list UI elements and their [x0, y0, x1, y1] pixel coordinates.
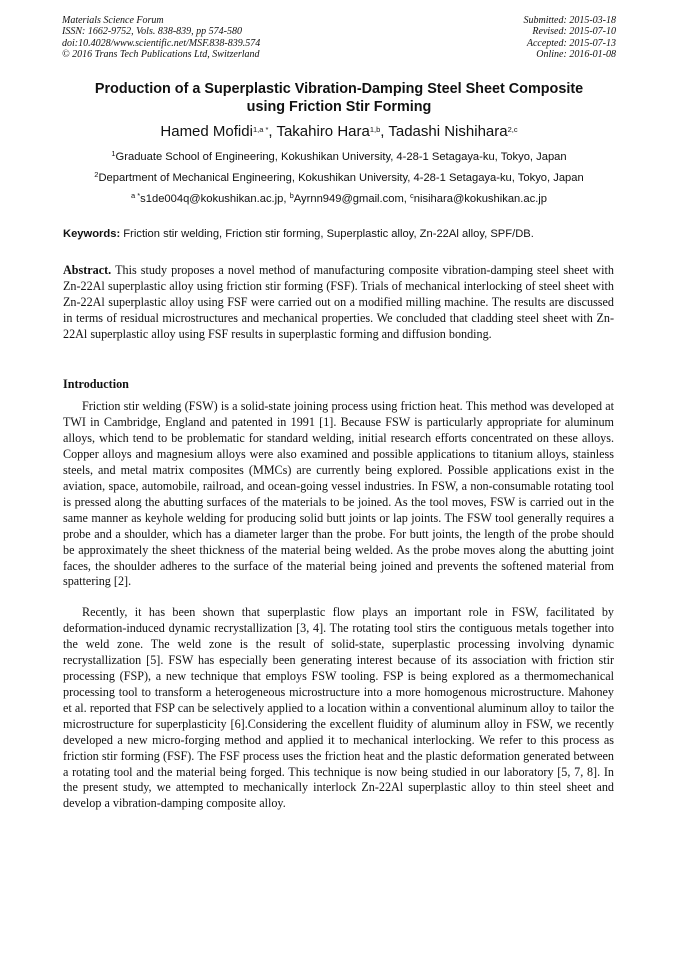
email-mark: b	[289, 191, 294, 200]
date-revised: Revised: 2015-07-10	[532, 26, 616, 38]
paper-title	[40, 80, 638, 116]
affiliation-text: Department of Mechanical Engineering, Kokushikan University, 4-28-1 Setagaya-ku, Tokyo, Japan	[98, 172, 584, 184]
author-mark: 1,a *	[252, 125, 269, 134]
author-name: Tadashi Nishihara	[388, 123, 508, 140]
email-address: s1de004q@kokushikan.ac.jp	[140, 193, 284, 205]
author-separator: ,	[268, 123, 277, 140]
affiliation-2	[30, 171, 648, 186]
affiliation-text: Graduate School of Engineering, Kokushikan University, 4-28-1 Setagaya-ku, Tokyo, Japan	[115, 151, 567, 163]
journal-doi: doi:10.4028/www.scientific.net/MSF.838-839.574	[62, 37, 261, 49]
keywords	[63, 227, 623, 242]
affiliation-mark: 2	[94, 170, 99, 179]
introduction-paragraph-1: Friction stir welding (FSW) is a solid-state joining process using friction heat. This method was developed at TWI in Cambridge, England and patented in 1991 [1]. Because FSW is particularly appropriate for aluminum alloys, which tend to be problematic for standard welding, initial research efforts concentrated on these alloys. Copper alloys and magnesium alloys were also examined and possible applications to titanium alloys, stainless steels, and metal matrix composites (MMCs) are currently being explored. Possible applications exist in the aviation, space, automobile, railroad, and ocean-going vessel industries. In FSW, a non-consumable rotating tool is pressed along the abutting surfaces of the materials to be joined. As the tool moves, FSW is carried out in the same manner as keyhole welding for producing solid butt joints or lap joints. The FSW tool generally requires a probe and a shoulder, which has a diameter larger than the probe. For butt joints, the length of the probe should be approximately the sheet thickness of the material being welded. As the probe moves along the abutting joint faces, the shoulder adheres to the surface of the material being joined and prevents the softened material from spattering [2].	[63, 399, 614, 589]
abstract	[63, 263, 614, 343]
date-accepted: Accepted: 2015-07-13	[526, 37, 616, 49]
keywords-text: Friction stir welding, Friction stir forming, Superplastic alloy, Zn-22Al alloy, SPF/DB.	[120, 228, 534, 240]
email-address: Ayrnn949@gmail.com	[293, 193, 404, 205]
introduction-paragraph-2: Recently, it has been shown that superplastic flow plays an important role in FSW, facilitated by deformation-induced dynamic recrystallization [3, 4]. The rotating tool stirs the contiguous metals together into the weld zone. The weld zone is the result of solid-state, superplastic processing involving dynamic recrystallization [5]. FSW has especially been generating interest because of its association with friction stir processing (FSP), a new technique that employs FSW tooling. FSP is being explored as a thermomechanical processing tool to transform a heterogeneous microstructure into a more homogenous microstructure. Mahoney et al. reported that FSP can be selectively applied to a location within a conventional aluminum alloy to tailor the microstructure for superplasticity [6].Considering the excellent fluidity of aluminum alloy in FSW, we recently developed a new micro-forging method and applied it to mechanical interlocking. We refer to this process as friction stir forming (FSF). The FSF process uses the friction heat and the plastic deformation generated between a rotating tool and the material being forged. This technique is now being studied in our laboratory [5, 7, 8]. In the present study, we attempted to mechanically interlock Zn-22Al superplastic alloy to thin steel sheet and develop a vibration-damping composite alloy.	[63, 605, 614, 811]
email-address: nisihara@kokushikan.ac.jp	[413, 193, 548, 205]
affiliation-1	[30, 150, 648, 165]
journal-copyright: © 2016 Trans Tech Publications Ltd, Switzerland	[62, 49, 260, 61]
email-mark: a *	[130, 191, 141, 200]
author-separator: ,	[380, 123, 389, 140]
email-mark: c	[410, 191, 414, 200]
email-separator: ,	[403, 193, 411, 205]
journal-info	[62, 15, 260, 61]
journal-name: Materials Science Forum	[62, 15, 164, 26]
abstract-label: Abstract.	[63, 263, 112, 277]
author-emails	[30, 192, 648, 207]
author-name: Takahiro Hara	[276, 123, 370, 140]
section-heading-introduction: Introduction	[63, 377, 129, 391]
title-line-2: using Friction Stir Forming	[246, 99, 432, 115]
abstract-text: This study proposes a novel method of manufacturing composite vibration-damping steel sheet with Zn-22Al superplastic alloy using friction stir forming (FSF). Trials of mechanical interlocking of steel sheet with Zn-22Al superplastic alloy using FSF were carried out on a modified milling machine. The results are discussed in terms of residual microstructures and mechanical properties. We concluded that cladding steel sheet with Zn-22Al superplastic alloy using FSF results in superplastic forming and diffusion bonding.	[63, 263, 614, 341]
title-line-1: Production of a Superplastic Vibration-Damping Steel Sheet Composite	[94, 81, 584, 97]
author-name: Hamed Mofidi	[160, 123, 253, 140]
affiliation-mark: 1	[111, 149, 116, 158]
keywords-label: Keywords:	[63, 228, 121, 240]
email-separator: ,	[283, 193, 290, 205]
author-mark: 2,c	[507, 125, 518, 134]
author-mark: 1,b	[369, 125, 381, 134]
date-online: Online: 2016-01-08	[536, 49, 616, 61]
author-list	[40, 122, 638, 142]
publication-dates	[524, 15, 617, 61]
journal-issn: ISSN: 1662-9752, Vols. 838-839, pp 574-580	[62, 26, 242, 38]
date-submitted: Submitted: 2015-03-18	[523, 15, 616, 26]
